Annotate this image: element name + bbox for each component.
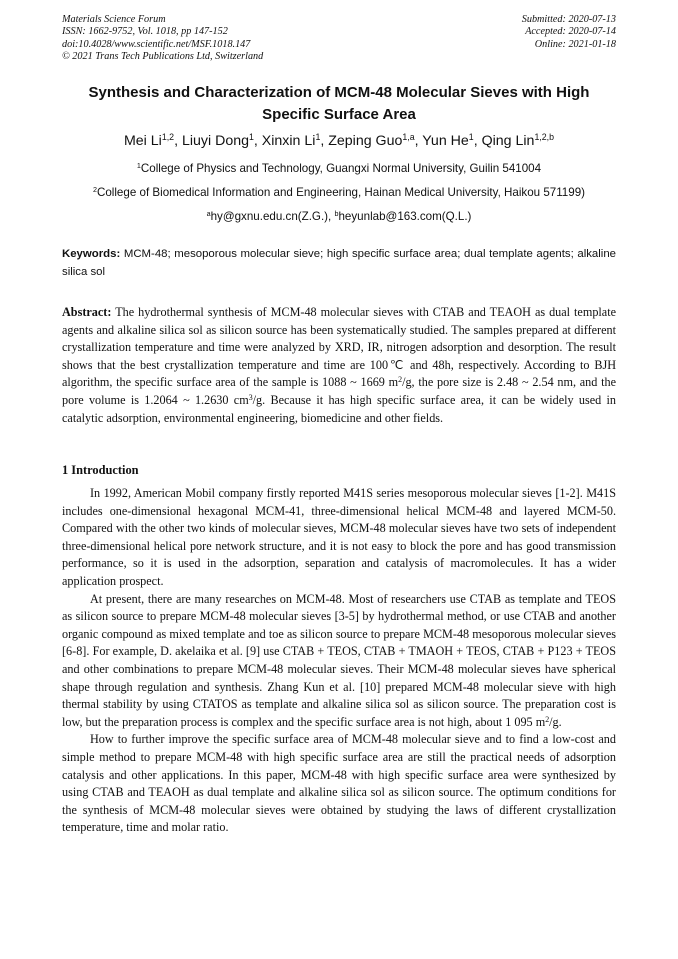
superscript: 2	[398, 375, 403, 385]
superscript: 3	[248, 393, 253, 403]
online-date: Online: 2021-01-18	[534, 38, 616, 50]
author-affiliation-mark: 1,a	[402, 132, 415, 143]
keywords-text: MCM-48; mesoporous molecular sieve; high specific surface area; dual template agents; alkaline silica sol	[62, 248, 616, 278]
author-name: Liuyi Dong	[181, 133, 249, 149]
author-emails	[20, 210, 658, 224]
author-affiliation-mark: 1	[315, 132, 321, 143]
email-text: heyunlab@163.com(Q.L.)	[338, 210, 472, 223]
abstract-label: Abstract:	[62, 305, 112, 319]
abstract-text: The hydrothermal synthesis of MCM-48 molecular sieves with CTAB and TEAOH as dual template agents and alkaline silica sol as silicon source has been systematically studied. The samples prepared at different crystallization temperature and time were analyzed by XRD, IR, nitrogen adsorption and desorption. The result shows that the best crystallization temperature and time are 100℃ and 48h, respectively. According to BJH algorithm, the specific surface area of the sample is 1088 ~ 1669 m	[62, 305, 617, 390]
affiliation-text: College of Physics and Technology, Guangxi Normal University, Guilin 541004	[140, 162, 542, 175]
abstract-text: /g. Because it has high specific surface area, it can be widely used in catalytic adsorption, environmental engineering, biomedicine and other fields.	[62, 392, 617, 425]
paragraph-text: At present, there are many researches on MCM-48. Most of researchers use CTAB as template and TEOS as silicon source to prepare MCM-48 molecular sieves [3-5] by hydrothermal method, or use CTAB and another organic compound as mixed template and toe as silicon source to prepare MCM-48 mesoporous molecular sieves [6-8]. For example, D. akelaika et al. [9] use CTAB + TEOS, CTAB + TMAOH + TEOS, CTAB + P123 + TEOS and other combinations to prepare MCM-48 molecular sieves. Their MCM-48 molecular sieves have spherical shape through regulation and synthesis. Zhang Kun et al. [10] prepared MCM-48 molecular sieve with high thermal stability by using CTATOS as template and alkaline silica sol as silicon source. The preparation cost is low, but the preparation process is complex and the specific surface area is not high, about 1 095 m	[62, 591, 616, 729]
author-name: Yun He	[422, 133, 469, 149]
paragraph: How to further improve the specific surface area of MCM-48 molecular sieve and to find a low-cost and simple method to prepare MCM-48 with high specific surface area are still the practical needs of adsorption catalysis and other applications. In this paper, MCM-48 with high specific surface area were synthesized by using CTAB and TEAOH as dual template and alkaline silica sol as silicon source. The optimum conditions for the synthesis of MCM-48 molecular sieves were obtained by studying the laws of different crystallization temperature, time and molar ratio.	[62, 732, 616, 835]
paragraph	[62, 591, 616, 732]
author-affiliation-mark: 1,2,b	[534, 132, 555, 143]
author-list: Mei Li$^{1,2}$, Liuyi Dong$^1$, Xinxin Li$^1$, Zeping Guo$^{1,a}$, Yun He$^1$, Qing Lin$^{1,2,b}$	[123, 132, 555, 149]
author	[124, 133, 174, 149]
email-mark: b	[334, 209, 339, 219]
email-mark: a	[206, 209, 211, 219]
author	[422, 133, 473, 149]
author-affiliation-mark: 1	[468, 132, 474, 143]
author-affiliation-mark: 1,2	[161, 132, 175, 143]
author-affiliation-mark: 1	[249, 132, 254, 143]
author-name: Mei Li	[123, 133, 162, 149]
affiliation	[20, 186, 658, 200]
keywords	[62, 246, 616, 281]
journal-name: Materials Science Forum	[62, 14, 166, 25]
journal-issn: ISSN: 1662-9752, Vol. 1018, pp 147-152	[62, 26, 228, 38]
email-text: hy@gxnu.edu.cn(Z.G.),	[210, 210, 335, 223]
section-heading: 1 Introduction	[62, 463, 139, 477]
affiliation	[20, 162, 658, 176]
journal-header	[62, 14, 616, 66]
introduction-body	[62, 485, 616, 837]
submitted-date: Submitted: 2020-07-13	[521, 14, 616, 25]
author	[328, 133, 414, 149]
accepted-date: Accepted: 2020-07-14	[525, 26, 616, 38]
abstract	[62, 304, 616, 427]
affiliation-mark: 1	[136, 161, 141, 171]
author-name: Xinxin Li	[261, 133, 316, 149]
author-name: Zeping Guo	[328, 133, 403, 149]
keywords-label: Keywords:	[62, 248, 121, 260]
abstract-text: /g, the pore size is 2.48 ~ 2.54 nm, and the pore volume is 1.2064 ~ 1.2630 cm	[62, 375, 616, 407]
paragraph-text: /g.	[549, 714, 562, 729]
affiliation-mark: 2	[92, 185, 97, 195]
author	[262, 133, 321, 149]
journal-copyright: © 2021 Trans Tech Publications Ltd, Switzerland	[62, 51, 264, 63]
affiliation-text: College of Biomedical Information and Engineering, Hainan Medical University, Haikou 571199)	[96, 186, 586, 199]
paper-title: Synthesis and Characterization of MCM-48 Molecular Sieves with High Specific Surface Area	[88, 84, 590, 123]
author	[182, 133, 254, 149]
author	[482, 133, 554, 149]
superscript: 2	[545, 714, 550, 724]
publication-dates	[522, 14, 616, 51]
journal-doi: doi:10.4028/www.scientific.net/MSF.1018.147	[62, 38, 251, 50]
journal-info	[62, 14, 263, 64]
author-name: Qing Lin	[481, 133, 535, 149]
paragraph: In 1992, American Mobil company firstly reported M41S series mesoporous molecular sieves [1-2]. M41S includes one-dimensional hexagonal MCM-41, three-dimensional helical MCM-48 and layered MCM-50. Compared with the other two kinds of molecular sieves, MCM-48 molecular sieves have two sets of independent three-dimensional helical pore network structure, and it is not easy to block the pore and has good transmission performance, so it is used in the adsorption, separation and catalysis of macromolecules. It has a wider application prospect.	[62, 486, 616, 588]
